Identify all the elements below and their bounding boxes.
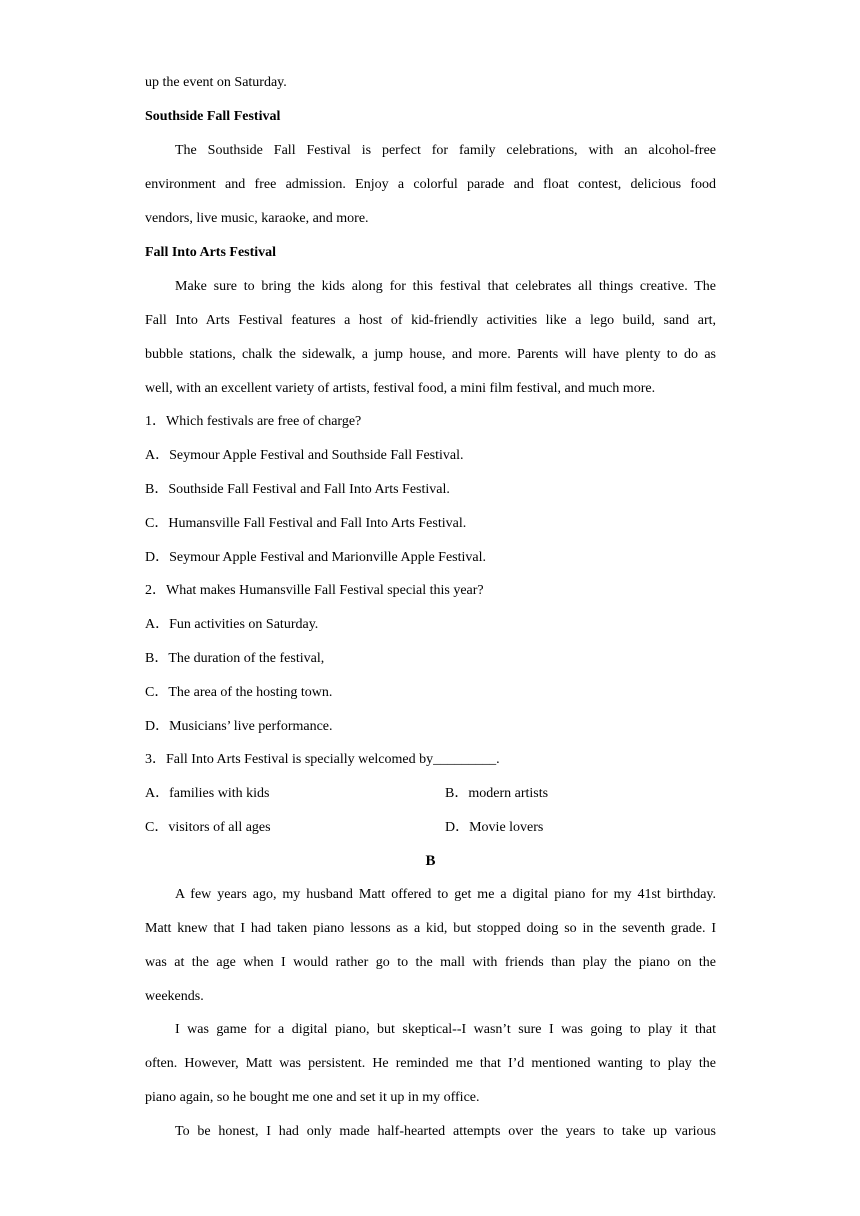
question-3-option-b: B．modern artists [445,786,549,801]
text-line: piano again, so he bought me one and set it up in my office. [145,1090,480,1105]
question-2-option-d: D．Musicians’ live performance. [145,719,333,734]
text-line: environment and free admission. Enjoy a colorful parade and float contest, delicious food [145,177,716,192]
text-line: vendors, live music, karaoke, and more. [145,211,369,226]
question-2-option-b: B．The duration of the festival, [145,651,325,666]
text-line: often. However, Matt was persistent. He reminded me that I’d mentioned wanting to play the [145,1056,716,1071]
text-line: To be honest, I had only made half-hearted attempts over the years to take up various [175,1124,716,1139]
text-line: I was game for a digital piano, but skeptical--I wasn’t sure I was going to play it that [175,1022,716,1037]
text-line: Fall Into Arts Festival features a host of kid-friendly activities like a lego build, sand art, [145,313,716,328]
question-1-option-d: D．Seymour Apple Festival and Marionville Apple Festival. [145,550,487,565]
text-line: Matt knew that I had taken piano lessons as a kid, but stopped doing so in the seventh grade. I [145,921,716,936]
question-2-option-a: A．Fun activities on Saturday. [145,617,319,632]
question-1-option-b: B．Southside Fall Festival and Fall Into Arts Festival. [145,482,450,497]
question-1-option-c: C．Humansville Fall Festival and Fall Into Arts Festival. [145,516,467,531]
section-heading-southside: Southside Fall Festival [145,109,281,124]
text-line: Make sure to bring the kids along for this festival that celebrates all things creative. The [175,279,716,294]
question-3-option-a: A．families with kids [145,786,270,801]
text-line: weekends. [145,989,204,1004]
text-line: well, with an excellent variety of artists, festival food, a mini film festival, and much more. [145,381,656,396]
question-1: 1．Which festivals are free of charge? [145,414,362,429]
text-line: The Southside Fall Festival is perfect for family celebrations, with an alcohol-free [175,143,716,158]
text-line: was at the age when I would rather go to the mall with friends than play the piano on the [145,955,716,970]
question-2-option-c: C．The area of the hosting town. [145,685,333,700]
text-line: up the event on Saturday. [145,75,287,90]
question-2: 2．What makes Humansville Fall Festival special this year? [145,583,484,598]
question-3-option-c: C．visitors of all ages [145,820,271,835]
question-3-option-d: D．Movie lovers [445,820,544,835]
question-3: 3．Fall Into Arts Festival is specially welcomed by_________. [145,752,500,767]
text-line: bubble stations, chalk the sidewalk, a jump house, and more. Parents will have plenty to do as [145,347,716,362]
section-heading-fall-into-arts: Fall Into Arts Festival [145,245,277,260]
text-line: A few years ago, my husband Matt offered to get me a digital piano for my 41st birthday. [175,887,716,902]
question-1-option-a: A．Seymour Apple Festival and Southside Fall Festival. [145,448,464,463]
section-title-b: B [425,853,436,869]
